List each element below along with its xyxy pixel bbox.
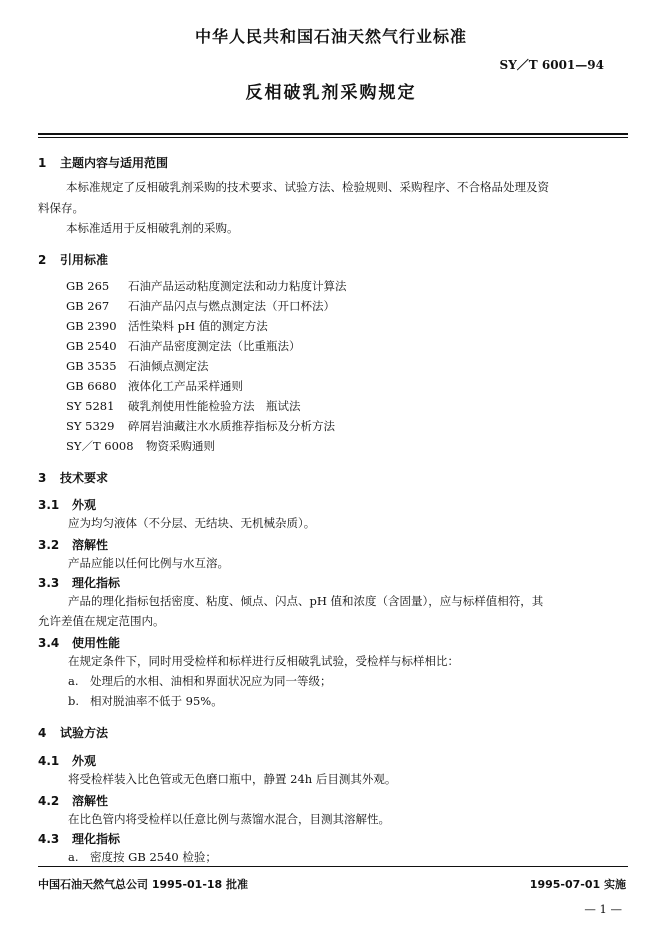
- footer-rule: [38, 866, 628, 867]
- subsection-3-3-heading: [38, 574, 120, 591]
- document-title: 反相破乳剂采购规定: [245, 83, 417, 103]
- reference-item: [66, 438, 215, 454]
- reference-item: [66, 398, 301, 414]
- standard-code: SY／T 6001—94: [499, 58, 604, 72]
- reference-title: 破乳剂使用性能检验方法 瓶试法: [128, 399, 301, 413]
- reference-title: 石油产品运动粘度测定法和动力粘度计算法: [128, 279, 347, 293]
- subsection-4-2-text: 在比色管内将受检样以任意比例与蒸馏水混合，目测其溶解性。: [68, 812, 390, 826]
- reference-title: 石油倾点测定法: [128, 359, 209, 373]
- reference-item: [66, 278, 347, 294]
- issuing-body: 中华人民共和国石油天然气行业标准: [194, 27, 467, 46]
- section-1-paragraph-1-line-1: 本标准规定了反相破乳剂采购的技术要求、试验方法、检验规则、采购程序、不合格品处理及资: [66, 180, 549, 194]
- subsection-number: 3.4: [38, 636, 60, 650]
- subsection-title: 外观: [72, 754, 97, 768]
- reference-title: 石油产品密度测定法（比重瓶法）: [128, 339, 301, 353]
- subsection-title: 溶解性: [72, 794, 109, 808]
- reference-code: GB 265: [66, 279, 110, 293]
- effective-date: 1995-07-01 实施: [529, 878, 626, 891]
- reference-item: [66, 358, 209, 374]
- header-rule-thick: [38, 133, 628, 135]
- subsection-3-3-line-1: 产品的理化指标包括密度、粘度、倾点、闪点、pH 值和浓度（含固量），应与标样值相符，其: [68, 594, 544, 608]
- approval-line: 中国石油天然气总公司 1995-01-18 批准: [38, 878, 249, 891]
- subsection-4-3-heading: [38, 830, 120, 847]
- reference-code: GB 2390: [66, 319, 117, 333]
- subsection-number: 3.1: [38, 498, 60, 512]
- section-title: 引用标准: [60, 253, 109, 267]
- list-text: 相对脱油率不低于 95%。: [90, 694, 223, 708]
- header-rule-thin: [38, 137, 628, 138]
- list-marker: a.: [68, 850, 79, 864]
- reference-title: 物资采购通则: [146, 439, 215, 453]
- list-marker: a.: [68, 674, 79, 688]
- reference-code: GB 6680: [66, 379, 117, 393]
- list-text: 处理后的水相、油相和界面状况应为同一等级；: [90, 674, 332, 688]
- subsection-3-4-text: 在规定条件下，同时用受检样和标样进行反相破乳试验，受检样与标样相比：: [68, 654, 459, 668]
- subsection-3-1-heading: [38, 496, 96, 513]
- subsection-4-2-heading: [38, 792, 108, 809]
- reference-item: [66, 418, 335, 434]
- section-2-heading: [38, 251, 108, 268]
- subsection-title: 外观: [72, 498, 97, 512]
- list-marker: b.: [68, 694, 80, 708]
- subsection-title: 使用性能: [72, 636, 121, 650]
- section-4-heading: [38, 724, 108, 741]
- section-title: 试验方法: [60, 726, 109, 740]
- list-item: [68, 673, 332, 689]
- section-1-heading: [38, 154, 168, 171]
- reference-code: SY 5281: [66, 399, 115, 413]
- subsection-3-2-heading: [38, 536, 108, 553]
- reference-code: GB 267: [66, 299, 110, 313]
- reference-item: [66, 338, 301, 354]
- list-item: [68, 693, 223, 709]
- section-number: 1: [38, 156, 47, 170]
- reference-code: SY／T 6008: [66, 439, 134, 453]
- subsection-number: 4.1: [38, 754, 60, 768]
- reference-item: [66, 318, 268, 334]
- subsection-4-1-heading: [38, 752, 96, 769]
- subsection-title: 溶解性: [72, 538, 109, 552]
- section-number: 4: [38, 726, 47, 740]
- reference-title: 活性染料 pH 值的测定方法: [128, 319, 268, 333]
- reference-code: GB 2540: [66, 339, 117, 353]
- section-1-paragraph-1-line-2: 料保存。: [38, 201, 84, 215]
- page-number: — 1 —: [584, 902, 622, 916]
- section-1-paragraph-2: 本标准适用于反相破乳剂的采购。: [66, 221, 239, 235]
- subsection-number: 4.2: [38, 794, 60, 808]
- section-number: 3: [38, 471, 47, 485]
- subsection-number: 3.3: [38, 576, 60, 590]
- subsection-title: 理化指标: [72, 832, 121, 846]
- reference-code: GB 3535: [66, 359, 117, 373]
- section-title: 主题内容与适用范围: [60, 156, 169, 170]
- subsection-number: 3.2: [38, 538, 60, 552]
- reference-title: 石油产品闪点与燃点测定法（开口杯法）: [128, 299, 335, 313]
- section-3-heading: [38, 469, 108, 486]
- subsection-3-4-heading: [38, 634, 120, 651]
- subsection-3-1-text: 应为均匀液体（不分层、无结块、无机械杂质）。: [68, 516, 316, 530]
- reference-title: 液体化工产品采样通则: [128, 379, 243, 393]
- subsection-4-1-text: 将受检样装入比色管或无色磨口瓶中，静置 24h 后目测其外观。: [68, 772, 397, 786]
- reference-code: SY 5329: [66, 419, 115, 433]
- list-text: 密度按 GB 2540 检验；: [90, 850, 217, 864]
- list-item: [68, 849, 217, 865]
- reference-title: 碎屑岩油藏注水水质推荐指标及分析方法: [128, 419, 335, 433]
- section-title: 技术要求: [60, 471, 109, 485]
- subsection-title: 理化指标: [72, 576, 121, 590]
- subsection-3-2-text: 产品应能以任何比例与水互溶。: [68, 556, 229, 570]
- reference-item: [66, 298, 335, 314]
- reference-item: [66, 378, 243, 394]
- subsection-3-3-line-2: 允许差值在规定范围内。: [38, 614, 165, 628]
- section-number: 2: [38, 253, 47, 267]
- subsection-number: 4.3: [38, 832, 60, 846]
